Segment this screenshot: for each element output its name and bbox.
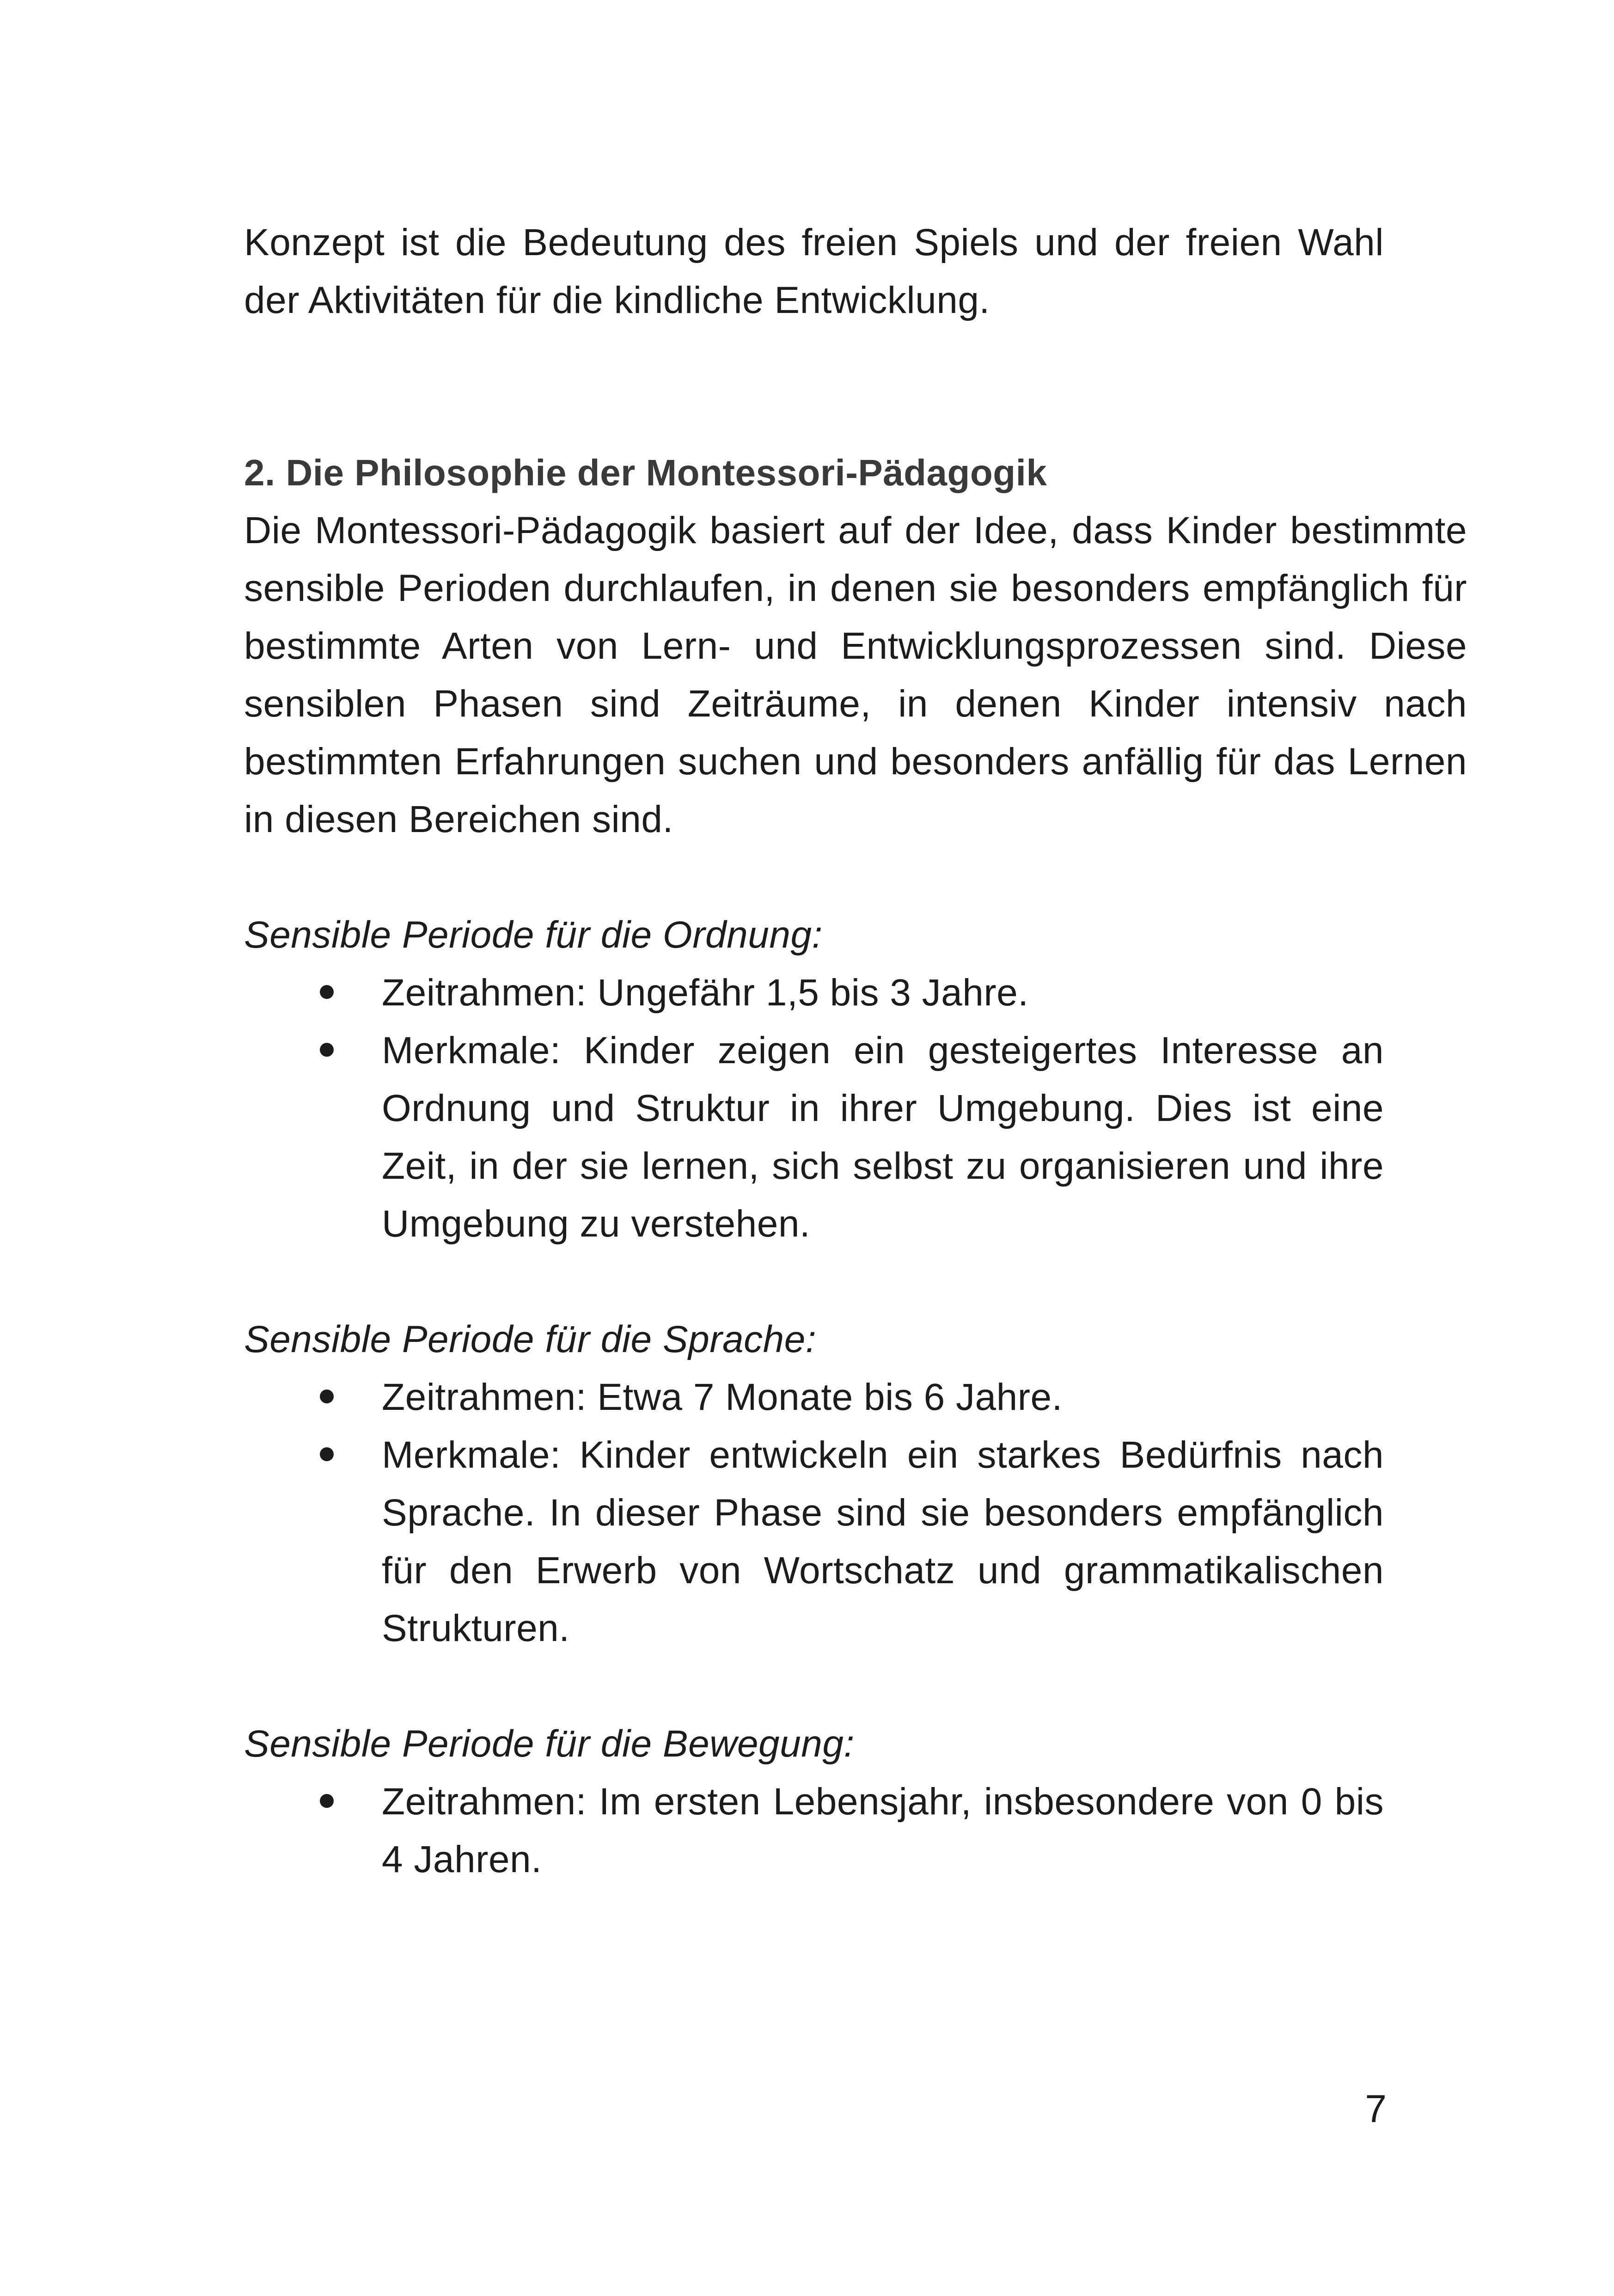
bullet-icon (320, 1794, 334, 1808)
bullet-icon (320, 1390, 334, 1403)
period-title: Sensible Periode für die Ordnung: (244, 914, 823, 956)
period-title: Sensible Periode für die Sprache: (244, 1318, 817, 1360)
section-paragraph: Die Montessori-Pädagogik basiert auf der Idee, dass Kinder bestimmte sensible Perioden durchlaufen, in denen sie besonders empfänglich für bestimmte Arten von Lern- und Entwicklungsprozessen sind. Diese sensiblen Phasen sind Zeiträume, in denen Kinder intensiv nach bestimmten Erfahrungen suchen und besonders anfällig für das Lernen in diesen Bereichen sind. (244, 509, 1467, 840)
list-item (244, 1426, 1384, 1657)
bullet-text: Zeitrahmen: Ungefähr 1,5 bis 3 Jahre. (382, 972, 1029, 1014)
bullet-list (244, 1368, 1384, 1657)
spacer (244, 329, 1467, 444)
list-item (244, 1773, 1384, 1888)
period-bewegung (244, 1715, 1384, 1888)
page-content (244, 214, 1467, 1888)
bullet-icon (320, 1043, 334, 1057)
period-ordnung (244, 906, 1384, 1253)
bullet-text: Merkmale: Kinder zeigen ein gesteigertes Interesse an Ordnung und Struktur in ihrer Umgebung. Dies ist eine Zeit, in der sie lernen, sich selbst zu organisieren und ihre Umgebung zu verstehen. (382, 1029, 1384, 1245)
list-item (244, 964, 1384, 1022)
intro-paragraph: Konzept ist die Bedeutung des freien Spiels und der freien Wahl der Aktivitäten für die kindliche Entwicklung. (244, 221, 1384, 321)
bullet-icon (320, 1447, 334, 1461)
intro-block (244, 214, 1384, 329)
list-item (244, 1022, 1384, 1253)
section-heading: 2. Die Philosophie der Montessori-Pädagogik (244, 452, 1047, 493)
spacer (244, 1657, 1467, 1715)
bullet-text: Zeitrahmen: Im ersten Lebensjahr, insbesondere von 0 bis 4 Jahren. (382, 1781, 1384, 1880)
bullet-text: Zeitrahmen: Etwa 7 Monate bis 6 Jahre. (382, 1376, 1063, 1418)
bullet-text: Merkmale: Kinder entwickeln ein starkes Bedürfnis nach Sprache. In dieser Phase sind sie besonders empfänglich für den Erwerb von Wortschatz und grammatikalischen Strukturen. (382, 1434, 1384, 1649)
period-sprache (244, 1310, 1384, 1657)
spacer (244, 848, 1467, 906)
page-number: 7 (1365, 2087, 1387, 2131)
spacer (244, 1253, 1467, 1310)
bullet-icon (320, 985, 334, 999)
bullet-list (244, 964, 1384, 1253)
list-item (244, 1368, 1384, 1426)
period-title: Sensible Periode für die Bewegung: (244, 1723, 855, 1765)
bullet-list (244, 1773, 1384, 1888)
